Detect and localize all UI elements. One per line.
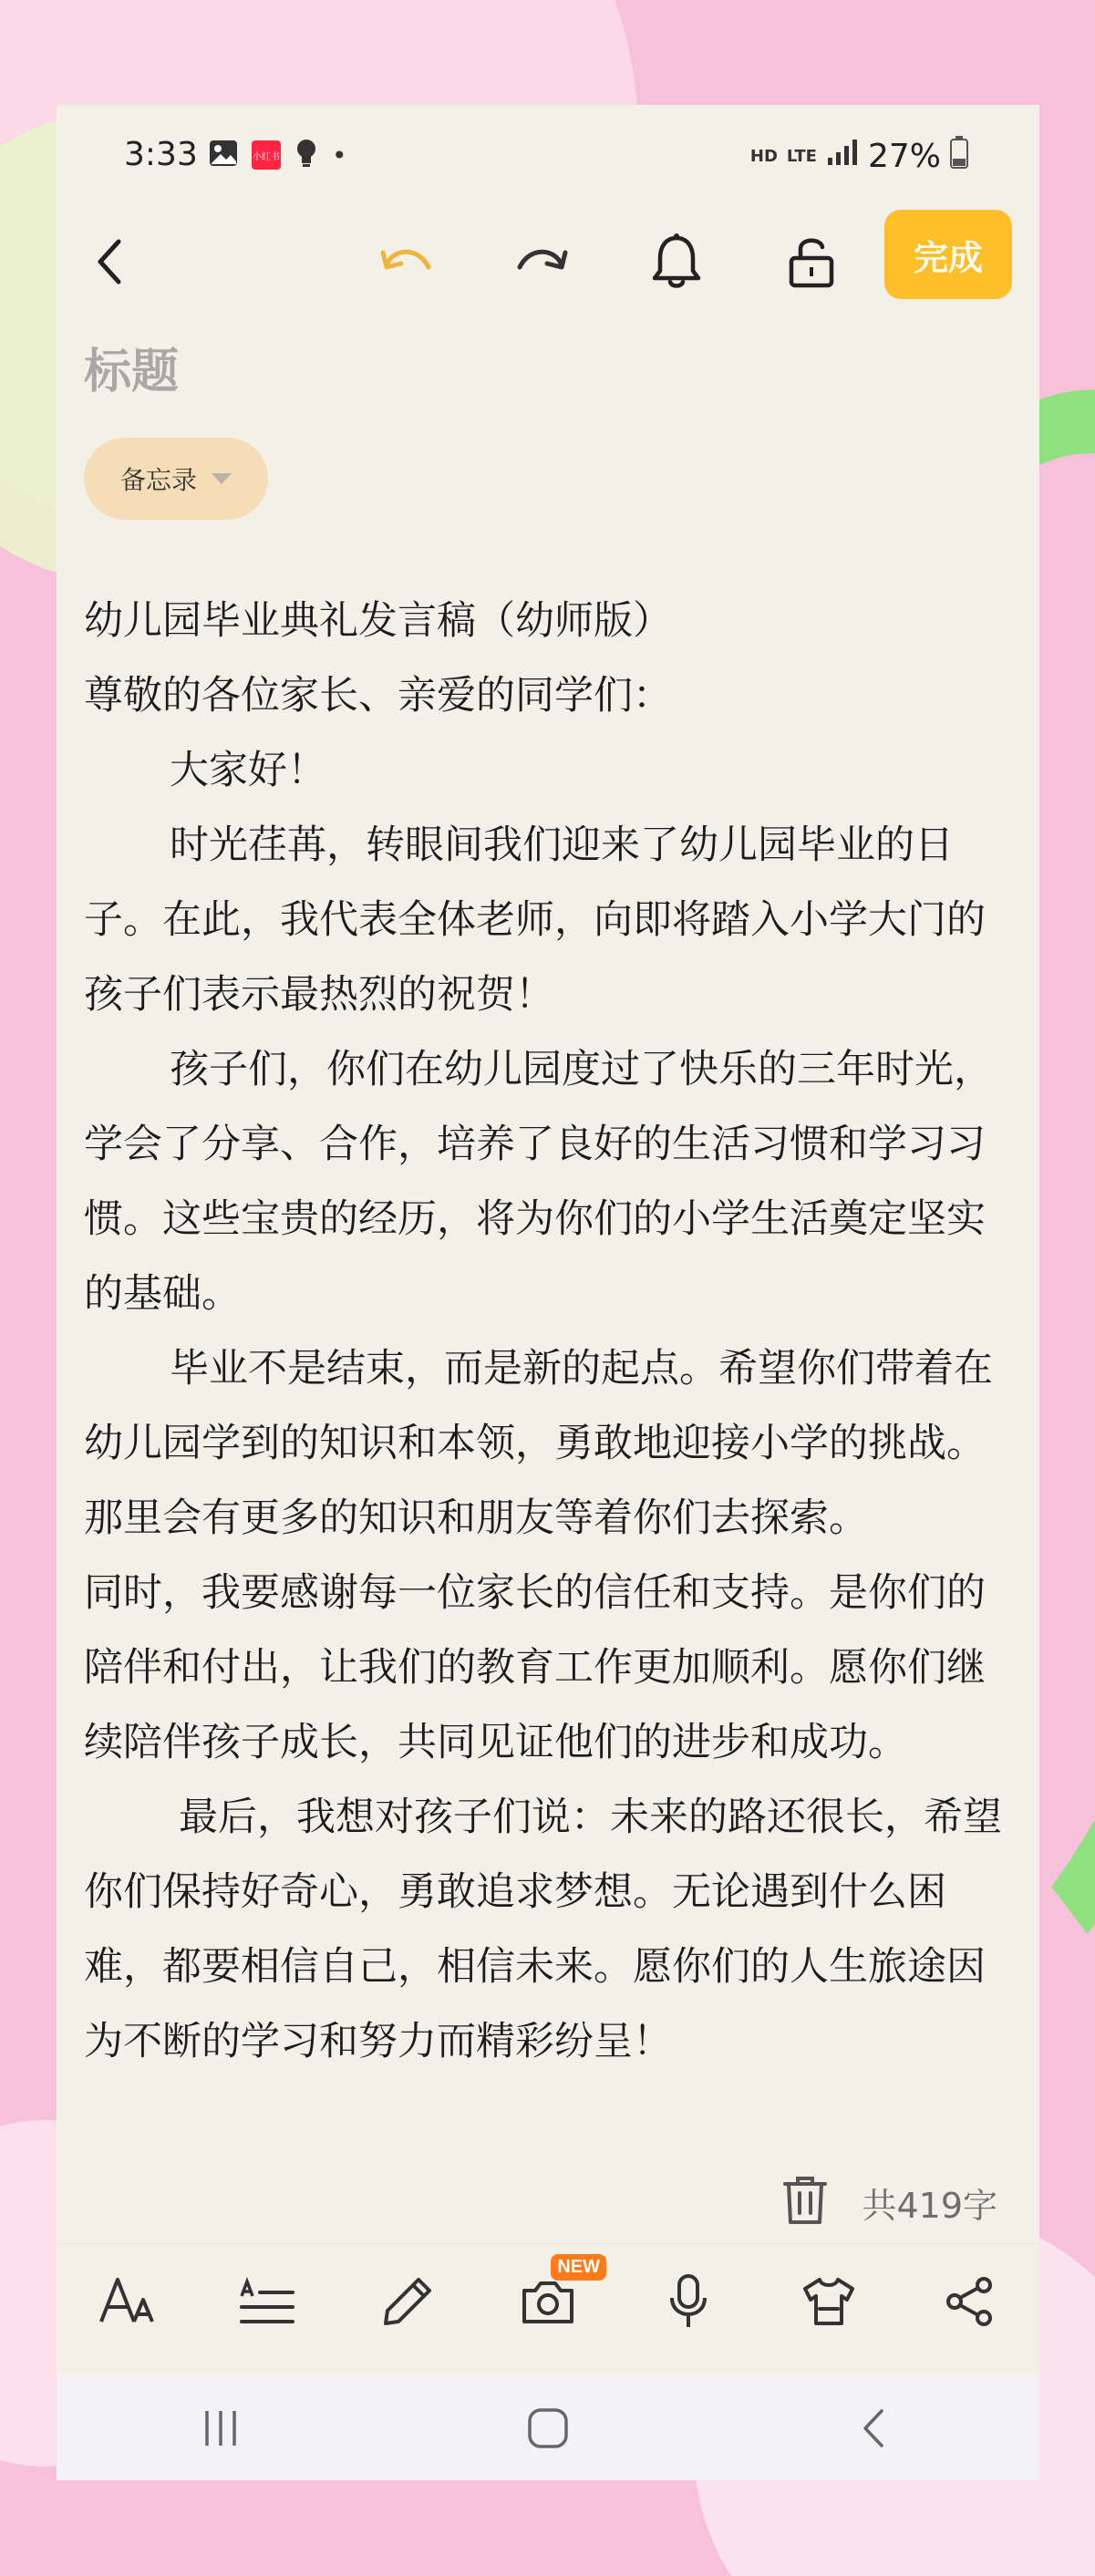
gallery-icon	[208, 138, 239, 172]
done-button[interactable]: 完成	[884, 210, 1012, 299]
bulb-icon	[294, 138, 319, 172]
tshirt-icon	[800, 2274, 858, 2329]
pencil-icon	[380, 2274, 435, 2329]
unlock-icon	[786, 233, 837, 291]
theme-skin-button[interactable]	[792, 2265, 865, 2338]
undo-icon	[377, 242, 436, 282]
delete-button[interactable]	[781, 2175, 829, 2229]
chevron-down-icon	[212, 473, 232, 484]
handwriting-button[interactable]	[371, 2265, 444, 2338]
camera-icon	[519, 2276, 577, 2327]
trash-icon	[781, 2175, 829, 2226]
paragraph: 时光荏苒，转眼间我们迎来了幼儿园毕业的日子。在此，我代表全体老师，向即将踏入小学大门的孩子们表示最热烈的祝贺！	[84, 822, 986, 1018]
share-icon	[942, 2274, 997, 2329]
note-body[interactable]	[84, 584, 1014, 2079]
home-icon	[525, 2405, 571, 2451]
system-back-button[interactable]	[839, 2392, 912, 2465]
paragraph: 孩子们，你们在幼儿园度过了快乐的三年时光，学会了分享、合作，培养了良好的生活习惯和学习习惯。这些宝贵的经历，将为你们的小学生活奠定坚实的基础。	[84, 1047, 993, 1317]
bottom-toolbar	[57, 2243, 1039, 2358]
word-count: 共419字	[862, 2185, 997, 2226]
paragraph: 毕业不是结束，而是新的起点。希望你们带着在幼儿园学到的知识和本领，勇敢地迎接小学的挑战。那里会有更多的知识和朋友等着你们去探索。	[84, 1346, 993, 1541]
font-icon	[98, 2274, 156, 2329]
status-dot: •	[332, 140, 347, 171]
paragraph: 大家好！	[170, 748, 326, 793]
lock-button[interactable]	[782, 233, 841, 291]
status-time: 3:33	[124, 136, 198, 173]
microphone-icon	[666, 2272, 710, 2331]
bell-icon	[649, 233, 704, 291]
home-button[interactable]	[511, 2392, 584, 2465]
phone-screen	[57, 105, 1039, 2480]
new-badge: NEW	[551, 2254, 606, 2281]
note-meta	[781, 2175, 997, 2229]
paragraph: 最后，我想对孩子们说：未来的路还很长，希望你们保持好奇心，勇敢追求梦想。无论遇到什么困难，都要相信自己，相信未来。愿你们的人生旅途因为不断的学习和努力而精彩纷呈！	[84, 1795, 1002, 2064]
voice-input-button[interactable]	[652, 2265, 725, 2338]
format-list-icon	[238, 2276, 296, 2327]
status-bar	[57, 105, 1039, 205]
battery-level: 27%	[867, 138, 941, 175]
signal-icon	[826, 138, 859, 175]
share-button[interactable]	[933, 2265, 1006, 2338]
redo-icon	[512, 242, 571, 282]
xiaohongshu-icon: 小红书	[252, 140, 281, 170]
title-input[interactable]: 标题	[84, 345, 180, 399]
back-button[interactable]	[80, 233, 139, 291]
back-icon	[91, 236, 128, 287]
font-style-button[interactable]	[90, 2265, 163, 2338]
lte-indicator: LTE	[786, 147, 817, 166]
paragraph-greeting: 尊敬的各位家长、亲爱的同学们：	[84, 673, 672, 719]
redo-button[interactable]	[512, 233, 571, 291]
camera-button[interactable]	[511, 2256, 600, 2338]
back-arrow-icon	[852, 2405, 898, 2451]
format-list-button[interactable]	[231, 2265, 304, 2338]
recents-icon	[198, 2405, 243, 2451]
hd-indicator: HD	[749, 147, 778, 166]
paragraph-heading: 幼儿园毕业典礼发言稿（幼师版）	[84, 598, 672, 644]
battery-icon	[950, 136, 968, 177]
reminder-button[interactable]	[647, 233, 706, 291]
recent-apps-button[interactable]	[184, 2392, 257, 2465]
category-label: 备忘录	[119, 465, 197, 495]
category-dropdown[interactable]	[84, 438, 268, 520]
system-nav-bar	[57, 2375, 1039, 2480]
undo-button[interactable]	[377, 233, 436, 291]
paragraph: 同时，我要感谢每一位家长的信任和支持。是你们的陪伴和付出，让我们的教育工作更加顺利。愿你们继续陪伴孩子成长，共同见证他们的进步和成功。	[84, 1570, 986, 1765]
